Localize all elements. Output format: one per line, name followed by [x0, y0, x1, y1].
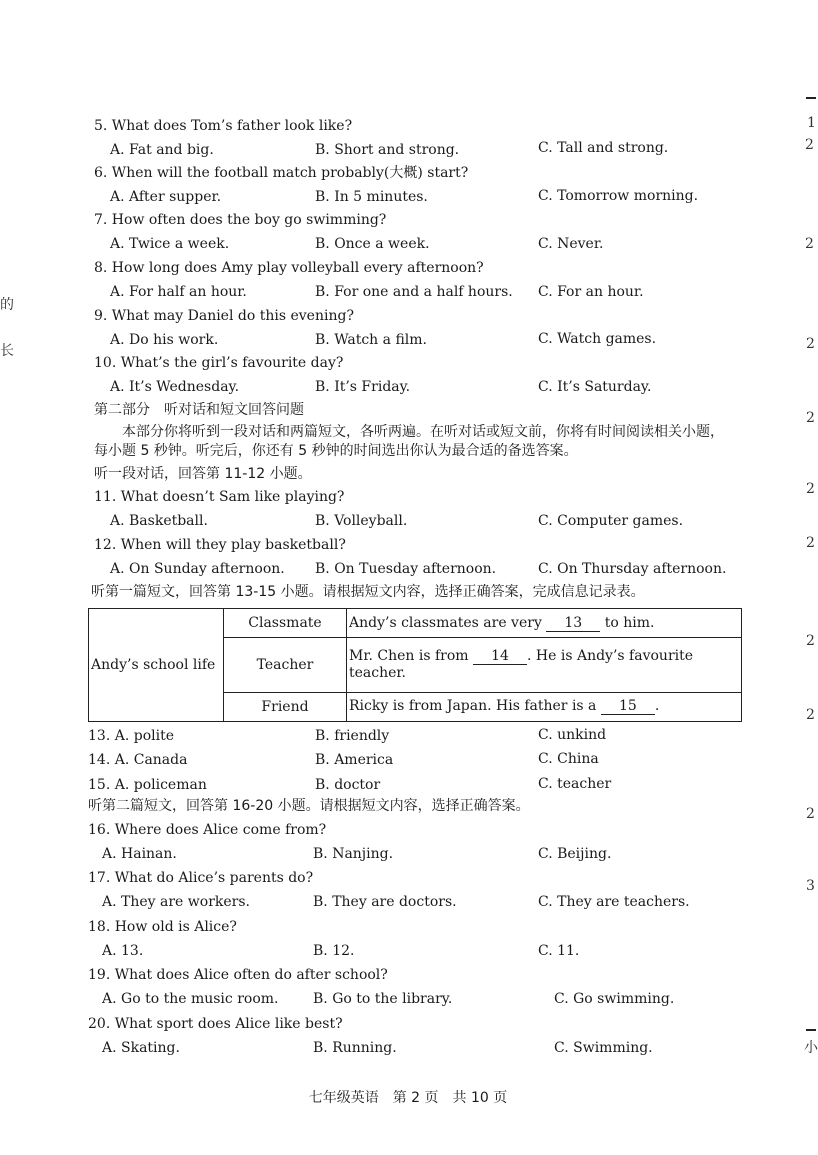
- margin-char-right: 2: [806, 707, 815, 723]
- option-17b: B. They are doctors.: [313, 894, 457, 910]
- option-12b: B. On Tuesday afternoon.: [315, 561, 497, 577]
- option-8a: A. For half an hour.: [110, 284, 247, 300]
- option-10a: A. It’s Wednesday.: [110, 379, 240, 395]
- table-category-friend: Friend: [224, 692, 347, 721]
- question-6: 6. When will the football match probably(大概) start?: [94, 165, 469, 181]
- question-5: 5. What does Tom’s father look like?: [94, 118, 353, 134]
- option-15a: 15. A. policeman: [88, 777, 207, 793]
- section-title: 第二部分 听对话和短文回答问题: [94, 402, 304, 418]
- option-15c: C. teacher: [538, 776, 612, 792]
- option-16a: A. Hainan.: [102, 846, 177, 862]
- answer-blank-15[interactable]: 15: [601, 698, 655, 715]
- margin-char-right: 2: [806, 481, 815, 497]
- option-8b: B. For one and a half hours.: [315, 284, 513, 300]
- option-5a: A. Fat and big.: [110, 142, 214, 158]
- margin-char-right: 2: [806, 806, 815, 822]
- option-18a: A. 13.: [102, 943, 144, 959]
- option-6c: C. Tomorrow morning.: [538, 188, 699, 204]
- margin-char-right: 2: [806, 535, 815, 551]
- table-detail-teacher: Mr. Chen is from 14 . He is Andy’s favourite teacher.: [347, 638, 742, 693]
- answer-blank-13[interactable]: 13: [546, 615, 600, 632]
- option-12a: A. On Sunday afternoon.: [110, 561, 285, 577]
- margin-char-right: 2: [806, 633, 815, 649]
- option-8c: C. For an hour.: [538, 284, 644, 300]
- question-18: 18. How old is Alice?: [88, 919, 237, 935]
- dialogue-instructions: 听一段对话，回答第 11-12 小题。: [94, 466, 312, 482]
- option-14a: 14. A. Canada: [88, 752, 188, 768]
- question-8: 8. How long does Amy play volleyball every afternoon?: [94, 260, 484, 276]
- option-14b: B. America: [315, 752, 394, 768]
- margin-char-right: 2: [806, 410, 815, 426]
- margin-char-right: 2: [805, 236, 814, 252]
- option-20a: A. Skating.: [102, 1040, 180, 1056]
- margin-char-right: 3: [806, 878, 815, 894]
- option-18b: B. 12.: [313, 943, 355, 959]
- option-11b: B. Volleyball.: [315, 513, 408, 529]
- question-9: 9. What may Daniel do this evening?: [94, 308, 354, 324]
- option-9a: A. Do his work.: [110, 332, 219, 348]
- option-12c: C. On Thursday afternoon.: [538, 561, 727, 577]
- margin-char-left: 长: [0, 343, 14, 359]
- margin-char-left: 的: [0, 297, 14, 313]
- passage2-instructions: 听第二篇短文，回答第 16-20 小题。请根据短文内容，选择正确答案。: [88, 798, 530, 814]
- question-20: 20. What sport does Alice like best?: [88, 1016, 343, 1032]
- option-17c: C. They are teachers.: [538, 894, 690, 910]
- option-19b: B. Go to the library.: [313, 991, 453, 1007]
- table-title: Andy’s school life: [89, 609, 224, 722]
- margin-char-right: 小: [804, 1040, 818, 1056]
- option-5c: C. Tall and strong.: [538, 140, 669, 156]
- option-7a: A. Twice a week.: [110, 236, 230, 252]
- section-instructions: 本部分你将听到一段对话和两篇短文，各听两遍。在听对话或短文前，你将有时间阅读相关小题，每小题 5 秒钟。听完后，你还有 5 秒钟的时间选出你认为最合适的备选答案。: [94, 424, 724, 459]
- question-7: 7. How often does the boy go swimming?: [94, 212, 387, 228]
- question-17: 17. What do Alice’s parents do?: [88, 870, 314, 886]
- question-19: 19. What does Alice often do after school?: [88, 967, 388, 983]
- table-detail-classmate: Andy’s classmates are very 13 to him.: [347, 609, 742, 638]
- option-9b: B. Watch a film.: [315, 332, 427, 348]
- option-11a: A. Basketball.: [110, 513, 208, 529]
- option-16b: B. Nanjing.: [313, 846, 394, 862]
- option-20c: C. Swimming.: [554, 1040, 653, 1056]
- margin-char-right: 2: [805, 137, 814, 153]
- passage1-instructions: 听第一篇短文，回答第 13-15 小题。请根据短文内容，选择正确答案，完成信息记录表。: [91, 584, 645, 600]
- table-category-teacher: Teacher: [224, 638, 347, 693]
- margin-edge-mark: [806, 97, 816, 99]
- option-16c: C. Beijing.: [538, 846, 612, 862]
- option-7c: C. Never.: [538, 236, 604, 252]
- option-10c: C. It’s Saturday.: [538, 379, 652, 395]
- info-record-table: [88, 608, 742, 722]
- option-14c: C. China: [538, 751, 599, 767]
- page-footer: 七年级英语 第 2 页 共 10 页: [308, 1090, 508, 1106]
- option-13a: 13. A. polite: [88, 728, 174, 744]
- table-detail-friend: Ricky is from Japan. His father is a 15 .: [347, 692, 742, 721]
- option-6b: B. In 5 minutes.: [315, 189, 428, 205]
- question-12: 12. When will they play basketball?: [94, 537, 346, 553]
- option-10b: B. It’s Friday.: [315, 379, 411, 395]
- margin-char-right: 1: [807, 115, 816, 131]
- option-7b: B. Once a week.: [315, 236, 430, 252]
- option-18c: C. 11.: [538, 943, 580, 959]
- option-17a: A. They are workers.: [102, 894, 250, 910]
- option-19c: C. Go swimming.: [554, 991, 675, 1007]
- option-11c: C. Computer games.: [538, 513, 684, 529]
- question-16: 16. Where does Alice come from?: [88, 822, 327, 838]
- option-5b: B. Short and strong.: [315, 142, 460, 158]
- table-category-classmate: Classmate: [224, 609, 347, 638]
- option-15b: B. doctor: [315, 777, 381, 793]
- margin-char-right: 2: [806, 336, 815, 352]
- option-13c: C. unkind: [538, 727, 607, 743]
- option-9c: C. Watch games.: [538, 331, 657, 347]
- option-6a: A. After supper.: [110, 189, 222, 205]
- option-13b: B. friendly: [315, 728, 390, 744]
- question-11: 11. What doesn’t Sam like playing?: [94, 489, 345, 505]
- option-20b: B. Running.: [313, 1040, 397, 1056]
- margin-edge-mark: [806, 1029, 816, 1031]
- question-10: 10. What’s the girl’s favourite day?: [94, 355, 344, 371]
- answer-blank-14[interactable]: 14: [473, 648, 527, 665]
- option-19a: A. Go to the music room.: [102, 991, 279, 1007]
